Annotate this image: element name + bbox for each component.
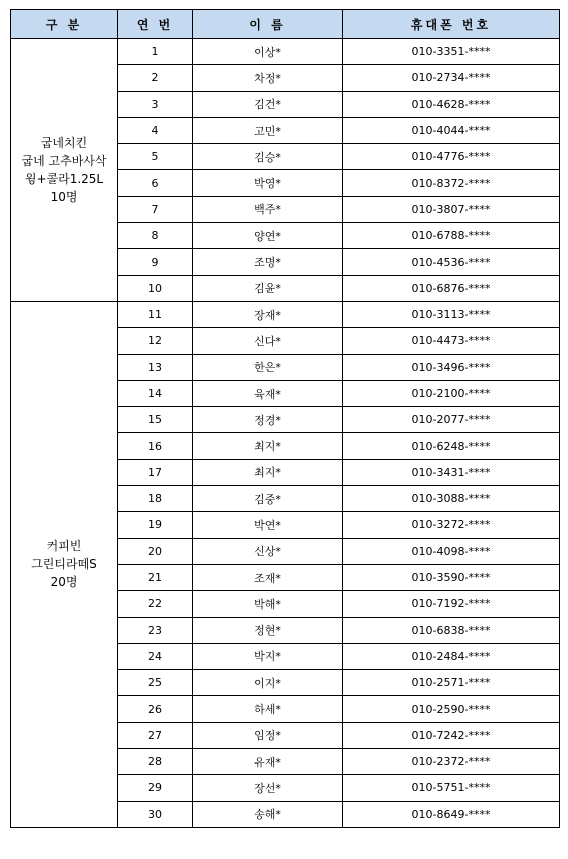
serial-number-cell: 22 <box>118 591 193 617</box>
name-cell: 김승* <box>193 144 343 170</box>
serial-number-cell: 15 <box>118 407 193 433</box>
phone-cell: 010-3113-**** <box>343 301 560 327</box>
table-row <box>11 301 560 327</box>
phone-cell: 010-2372-**** <box>343 749 560 775</box>
serial-number-cell: 10 <box>118 275 193 301</box>
name-cell: 최지* <box>193 433 343 459</box>
serial-number-cell: 19 <box>118 512 193 538</box>
phone-cell: 010-3088-**** <box>343 486 560 512</box>
phone-cell: 010-8649-**** <box>343 801 560 827</box>
serial-number-cell: 18 <box>118 486 193 512</box>
name-cell: 김건* <box>193 91 343 117</box>
category-line: 그린티라떼S <box>31 557 97 572</box>
serial-number-cell: 27 <box>118 722 193 748</box>
name-cell: 유재* <box>193 749 343 775</box>
serial-number-cell: 2 <box>118 65 193 91</box>
serial-number-cell: 20 <box>118 538 193 564</box>
serial-number-cell: 3 <box>118 91 193 117</box>
serial-number-cell: 7 <box>118 196 193 222</box>
table-body <box>11 39 560 828</box>
phone-cell: 010-4536-**** <box>343 249 560 275</box>
phone-cell: 010-2484-**** <box>343 643 560 669</box>
name-cell: 박지* <box>193 643 343 669</box>
phone-cell: 010-7192-**** <box>343 591 560 617</box>
serial-number-cell: 11 <box>118 301 193 327</box>
phone-cell: 010-2734-**** <box>343 65 560 91</box>
serial-number-cell: 9 <box>118 249 193 275</box>
name-cell: 정현* <box>193 617 343 643</box>
serial-number-cell: 26 <box>118 696 193 722</box>
serial-number-cell: 13 <box>118 354 193 380</box>
name-cell: 조재* <box>193 564 343 590</box>
phone-cell: 010-3807-**** <box>343 196 560 222</box>
category-line: 굽네 고추바사삭 <box>21 153 107 168</box>
name-cell: 백주* <box>193 196 343 222</box>
serial-number-cell: 17 <box>118 459 193 485</box>
phone-cell: 010-4473-**** <box>343 328 560 354</box>
phone-cell: 010-3431-**** <box>343 459 560 485</box>
serial-number-cell: 5 <box>118 144 193 170</box>
serial-number-cell: 16 <box>118 433 193 459</box>
name-cell: 한은* <box>193 354 343 380</box>
header-phone: 휴대폰 번호 <box>343 10 560 39</box>
serial-number-cell: 24 <box>118 643 193 669</box>
name-cell: 양연* <box>193 223 343 249</box>
phone-cell: 010-6788-**** <box>343 223 560 249</box>
name-cell: 조명* <box>193 249 343 275</box>
name-cell: 신다* <box>193 328 343 354</box>
name-cell: 차정* <box>193 65 343 91</box>
phone-cell: 010-4098-**** <box>343 538 560 564</box>
serial-number-cell: 6 <box>118 170 193 196</box>
winners-table <box>10 9 560 828</box>
phone-cell: 010-5751-**** <box>343 775 560 801</box>
header-category: 구 분 <box>11 10 118 39</box>
name-cell: 임정* <box>193 722 343 748</box>
serial-number-cell: 1 <box>118 39 193 65</box>
name-cell: 고민* <box>193 117 343 143</box>
phone-cell: 010-3351-**** <box>343 39 560 65</box>
header-name: 이 름 <box>193 10 343 39</box>
name-cell: 장재* <box>193 301 343 327</box>
phone-cell: 010-3272-**** <box>343 512 560 538</box>
serial-number-cell: 21 <box>118 564 193 590</box>
phone-cell: 010-8372-**** <box>343 170 560 196</box>
phone-cell: 010-2590-**** <box>343 696 560 722</box>
serial-number-cell: 23 <box>118 617 193 643</box>
name-cell: 이지* <box>193 670 343 696</box>
name-cell: 이상* <box>193 39 343 65</box>
table-row <box>11 39 560 65</box>
name-cell: 최지* <box>193 459 343 485</box>
category-cell <box>11 39 118 302</box>
category-line: 윙+콜라1.25L <box>24 171 104 186</box>
serial-number-cell: 29 <box>118 775 193 801</box>
name-cell: 송해* <box>193 801 343 827</box>
category-line: 커피빈 <box>46 539 82 554</box>
name-cell: 김중* <box>193 486 343 512</box>
name-cell: 박해* <box>193 591 343 617</box>
name-cell: 육재* <box>193 380 343 406</box>
phone-cell: 010-7242-**** <box>343 722 560 748</box>
phone-cell: 010-3496-**** <box>343 354 560 380</box>
serial-number-cell: 12 <box>118 328 193 354</box>
name-cell: 정경* <box>193 407 343 433</box>
serial-number-cell: 4 <box>118 117 193 143</box>
phone-cell: 010-3590-**** <box>343 564 560 590</box>
name-cell: 박연* <box>193 512 343 538</box>
category-line: 굽네치킨 <box>40 135 88 150</box>
serial-number-cell: 25 <box>118 670 193 696</box>
name-cell: 박영* <box>193 170 343 196</box>
header-row <box>11 10 560 39</box>
phone-cell: 010-4776-**** <box>343 144 560 170</box>
phone-cell: 010-4628-**** <box>343 91 560 117</box>
serial-number-cell: 28 <box>118 749 193 775</box>
phone-cell: 010-6876-**** <box>343 275 560 301</box>
name-cell: 하세* <box>193 696 343 722</box>
phone-cell: 010-2077-**** <box>343 407 560 433</box>
serial-number-cell: 30 <box>118 801 193 827</box>
category-line: 10명 <box>50 189 78 204</box>
serial-number-cell: 14 <box>118 380 193 406</box>
name-cell: 장선* <box>193 775 343 801</box>
header-number: 연 번 <box>118 10 193 39</box>
phone-cell: 010-2571-**** <box>343 670 560 696</box>
name-cell: 김윤* <box>193 275 343 301</box>
serial-number-cell: 8 <box>118 223 193 249</box>
phone-cell: 010-4044-**** <box>343 117 560 143</box>
phone-cell: 010-6248-**** <box>343 433 560 459</box>
category-cell <box>11 301 118 827</box>
name-cell: 신상* <box>193 538 343 564</box>
category-line: 20명 <box>50 575 78 590</box>
phone-cell: 010-2100-**** <box>343 380 560 406</box>
phone-cell: 010-6838-**** <box>343 617 560 643</box>
